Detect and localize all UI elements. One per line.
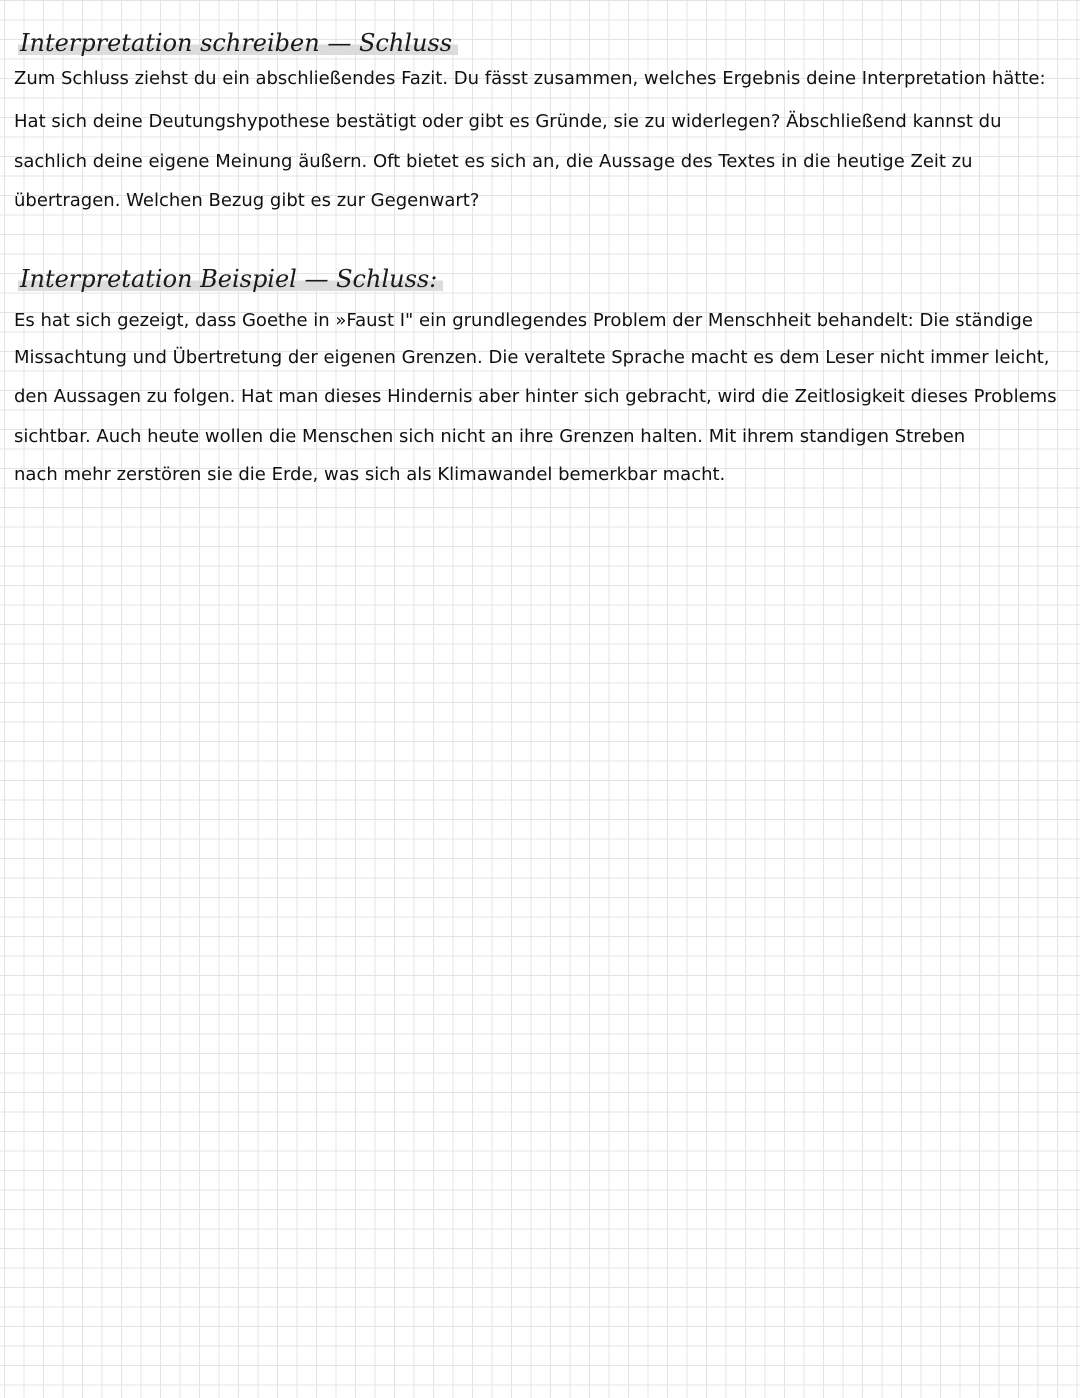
- paragraph-line: sachlich deine eigene Meinung äußern. Oft bietet es sich an, die Aussage des Textes in die heutige Zeit zu: [14, 151, 973, 172]
- heading-highlight: Interpretation schreiben — Schluss: [18, 29, 458, 57]
- paragraph-line: übertragen. Welchen Bezug gibt es zur Gegenwart?: [14, 190, 480, 211]
- paragraph-line: nach mehr zerstören sie die Erde, was sich als Klimawandel bemerkbar macht.: [14, 464, 726, 485]
- paragraph-line: Es hat sich gezeigt, dass Goethe in »Faust I" ein grundlegendes Problem der Menschheit behandelt: Die ständige: [14, 310, 1033, 331]
- paragraph-line: den Aussagen zu folgen. Hat man dieses Hindernis aber hinter sich gebracht, wird die Zeitlosigkeit dieses Problems: [14, 386, 1057, 407]
- paragraph-line: Zum Schluss ziehst du ein abschließendes Fazit. Du fässt zusammen, welches Ergebnis deine Interpretation hätte:: [14, 68, 1046, 89]
- paragraph-line: sichtbar. Auch heute wollen die Menschen sich nicht an ihre Grenzen halten. Mit ihrem standigen Streben: [14, 426, 966, 447]
- paragraph-line: Hat sich deine Deutungshypothese bestätigt oder gibt es Gründe, sie zu widerlegen? Äbschließend kannst du: [14, 111, 1002, 132]
- section-heading-interpretation-beispiel: [18, 264, 443, 294]
- paragraph-line: Missachtung und Übertretung der eigenen Grenzen. Die veraltete Sprache macht es dem Leser nicht immer leicht,: [14, 347, 1050, 368]
- section-heading-interpretation-schreiben: [18, 28, 458, 58]
- heading-highlight: Interpretation Beispiel — Schluss:: [18, 265, 443, 293]
